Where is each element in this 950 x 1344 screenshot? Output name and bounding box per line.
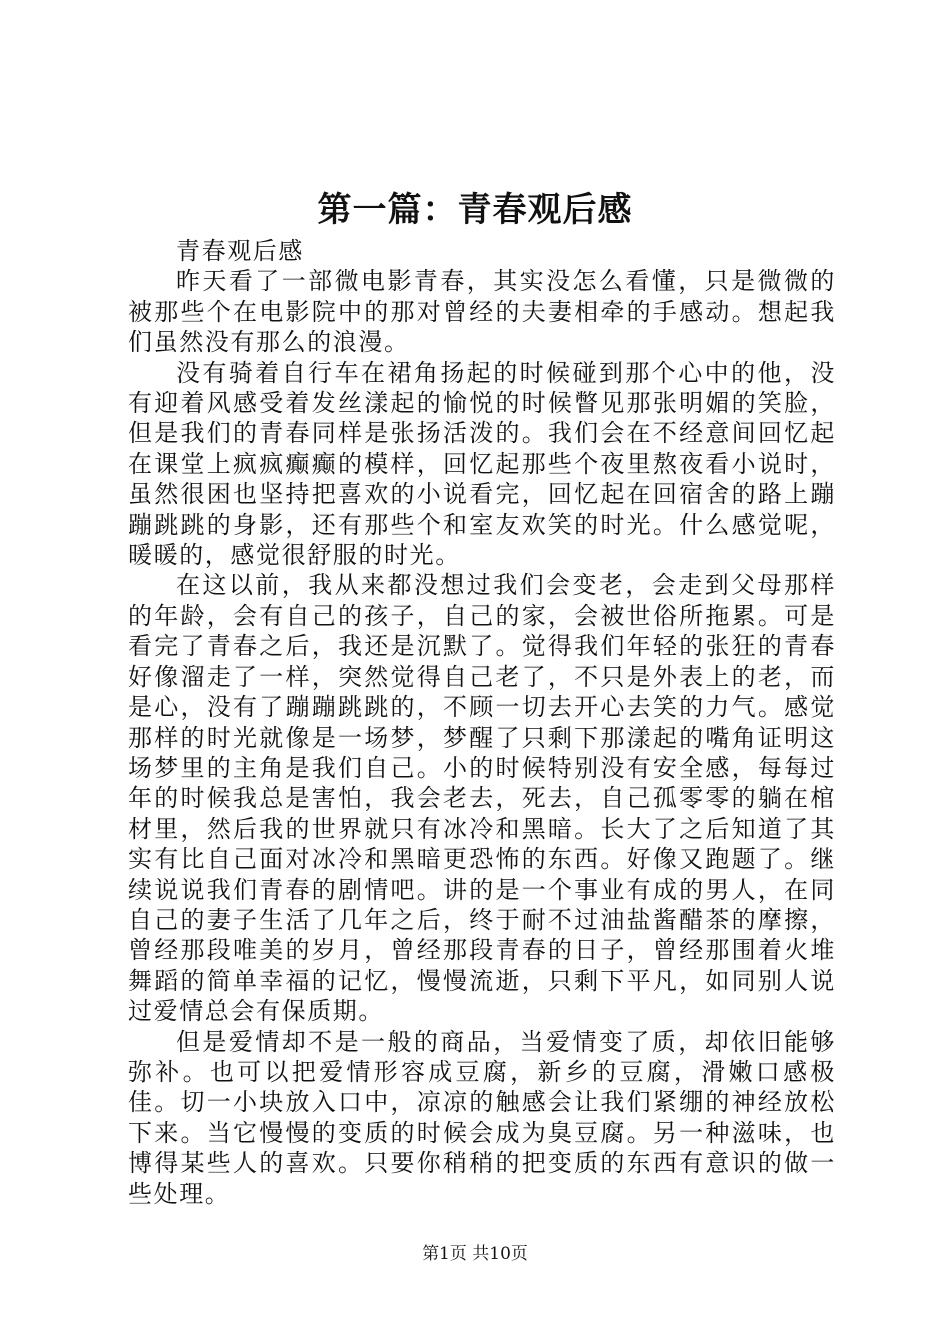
document-title: 第一篇：青春观后感	[317, 190, 633, 230]
body-paragraph: 没有骑着自行车在裙角扬起的时候碰到那个心中的他，没有迎着风感受着发丝漾起的愉悦的时候瞥见那张明媚的笑脸，但是我们的青春同样是张扬活泼的。我们会在不经意间回忆起在课堂上疯疯癫癫的模样，回忆起那些个夜里熬夜看小说时，虽然很困也坚持把喜欢的小说看完，回忆起在回宿舍的路上蹦蹦跳跳的身影，还有那些个和室友欢笑的时光。什么感觉呢，暖暖的，感觉很舒服的时光。	[128, 358, 836, 570]
body-paragraph: 但是爱情却不是一般的商品，当爱情变了质，却依旧能够弥补。也可以把爱情形容成豆腐，新乡的豆腐，滑嫩口感极佳。切一小块放入口中，凉凉的触感会让我们紧绷的神经放松下来。当它慢慢的变质的时候会成为臭豆腐。另一种滋味，也博得某些人的喜欢。只要你稍稍的把变质的东西有意识的做一些处理。	[128, 1027, 836, 1208]
body-paragraph: 在这以前，我从来都没想过我们会变老，会走到父母那样的年龄，会有自己的孩子，自己的家，会被世俗所拖累。可是看完了青春之后，我还是沉默了。觉得我们年轻的张狂的青春好像溜走了一样，突然觉得自己老了，不只是外表上的老，而是心，没有了蹦蹦跳跳的，不顾一切去开心去笑的力气。感觉那样的时光就像是一场梦，梦醒了只剩下那漾起的嘴角证明这场梦里的主角是我们自己。小的时候特别没有安全感，每每过年的时候我总是害怕，我会老去，死去，自己孤零零的躺在棺材里，然后我的世界就只有冰冷和黑暗。长大了之后知道了其实有比自己面对冰冷和黑暗更恐怖的东西。好像又跑题了。继续说说我们青春的剧情吧。讲的是一个事业有成的男人，在同自己的妻子生活了几年之后，终于耐不过油盐酱醋茶的摩擦，曾经那段唯美的岁月，曾经那段青春的日子，曾经那围着火堆舞蹈的简单幸福的记忆，慢慢流逝，只剩下平凡，如同别人说过爱情总会有保质期。	[128, 571, 836, 1026]
document-subtitle: 青春观后感	[176, 237, 304, 265]
page-footer: 第1页 共10页	[422, 1244, 528, 1264]
document-body	[128, 236, 836, 1209]
body-paragraph: 昨天看了一部微电影青春，其实没怎么看懂，只是微微的被那些个在电影院中的那对曾经的夫妻相牵的手感动。想起我们虽然没有那么的浪漫。	[128, 267, 836, 357]
